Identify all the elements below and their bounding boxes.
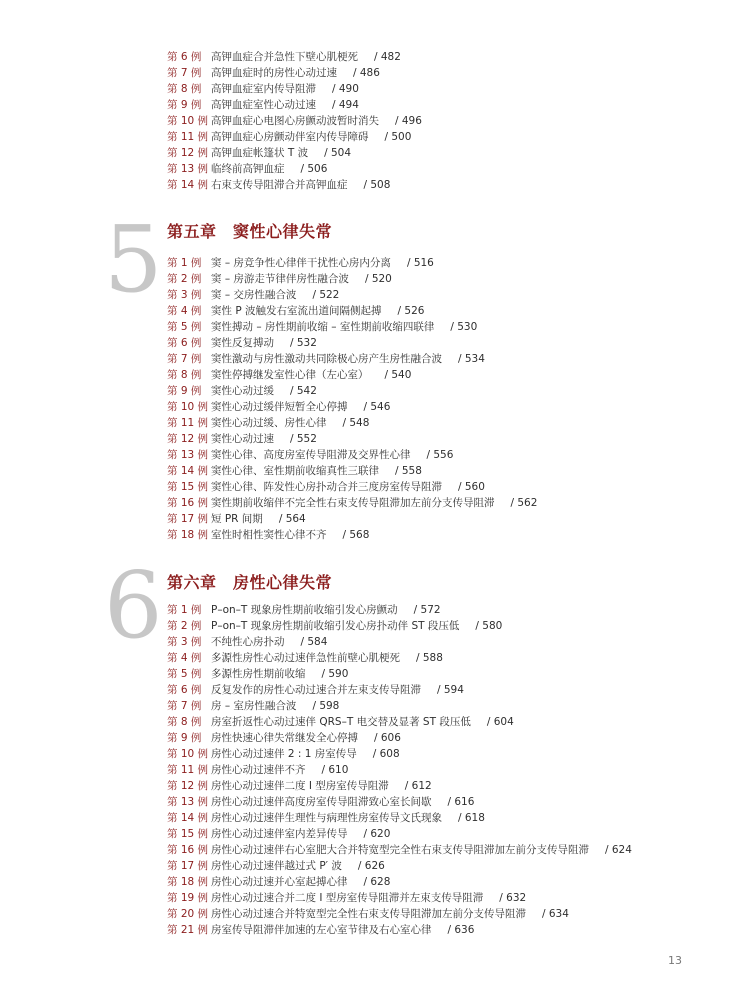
toc-entry[interactable] [167, 367, 690, 383]
case-title: 窦性心动过缓、房性心律 [211, 417, 327, 429]
case-number: 第 18 例 [167, 876, 209, 888]
toc-list-chapter6 [167, 602, 690, 938]
case-number: 第 11 例 [167, 131, 209, 143]
case-title: 不纯性心房扑动 [211, 636, 285, 648]
case-page: / 618 [458, 812, 485, 824]
toc-entry[interactable] [167, 634, 690, 650]
case-number: 第 7 例 [167, 353, 202, 365]
case-page: / 616 [447, 796, 475, 808]
case-page: / 496 [395, 115, 422, 127]
toc-entry[interactable] [167, 129, 690, 145]
toc-entry[interactable] [167, 906, 690, 922]
case-page: / 504 [324, 147, 352, 159]
toc-entry[interactable] [167, 511, 690, 527]
case-title: 房性心动过速合并特宽型完全性右束支传导阻滞加左前分支传导阻滞 [211, 908, 526, 920]
toc-entry[interactable] [167, 177, 690, 193]
case-title: 窦性心律、室性期前收缩真性三联律 [211, 465, 379, 477]
chapter-title[interactable]: 第五章 窦性心律失常 [167, 222, 333, 241]
case-number: 第 10 例 [167, 401, 209, 413]
case-page: / 542 [290, 385, 317, 397]
case-number: 第 6 例 [167, 337, 202, 349]
case-page: / 636 [447, 924, 475, 936]
case-title: 高钾血症心房颤动伴室内传导障碍 [211, 131, 369, 143]
case-page: / 552 [290, 433, 317, 445]
case-title: 室性时相性窦性心律不齐 [211, 529, 327, 541]
case-title: 短 PR 间期 [211, 513, 263, 525]
toc-entry[interactable] [167, 922, 690, 938]
case-number: 第 16 例 [167, 497, 209, 509]
case-title: 窦性期前收缩伴不完全性右束支传导阻滞加左前分支传导阻滞 [211, 497, 495, 509]
case-page: / 516 [406, 257, 434, 269]
case-number: 第 5 例 [167, 321, 202, 333]
case-title: 房性心动过速合并二度 Ⅰ 型房室传导阻滞并左束支传导阻滞 [211, 892, 484, 904]
toc-entry[interactable] [167, 602, 690, 618]
toc-entry[interactable] [167, 351, 690, 367]
case-page: / 530 [450, 321, 478, 333]
page-number: 13 [668, 954, 682, 967]
toc-entry[interactable] [167, 447, 690, 463]
case-page: / 620 [363, 828, 391, 840]
case-number: 第 20 例 [167, 908, 209, 920]
case-title: 房性心动过速伴生理性与病理性房室传导文氏现象 [211, 812, 442, 824]
case-title: 窦性搏动 – 房性期前收缩 – 室性期前收缩四联律 [211, 321, 435, 333]
toc-entry[interactable] [167, 698, 690, 714]
case-page: / 564 [278, 513, 306, 525]
case-number: 第 17 例 [167, 860, 209, 872]
case-title: 窦性心律、阵发性心房扑动合并三度房室传导阻滞 [211, 481, 442, 493]
case-number: 第 2 例 [167, 273, 202, 285]
case-number: 第 9 例 [167, 385, 202, 397]
case-number: 第 1 例 [167, 604, 202, 616]
case-title: 窦性 P 波触发右室流出道间隔侧起搏 [211, 305, 382, 317]
toc-entry[interactable] [167, 463, 690, 479]
case-page: / 594 [437, 684, 464, 696]
toc-entry[interactable] [167, 730, 690, 746]
case-number: 第 12 例 [167, 433, 209, 445]
case-page: / 540 [384, 369, 412, 381]
case-page: / 526 [397, 305, 425, 317]
toc-entry[interactable] [167, 383, 690, 399]
toc-entry[interactable] [167, 842, 690, 858]
chapter-title[interactable]: 第六章 房性心律失常 [167, 573, 333, 592]
case-number: 第 19 例 [167, 892, 209, 904]
toc-entry[interactable] [167, 874, 690, 890]
case-title: 高钾血症时的房性心动过速 [211, 67, 337, 79]
toc-entry[interactable] [167, 682, 690, 698]
toc-entry[interactable] [167, 113, 690, 129]
toc-entry[interactable] [167, 778, 690, 794]
case-title: 窦性心动过缓 [211, 385, 274, 397]
case-page: / 584 [300, 636, 328, 648]
case-title: 窦性激动与房性激动共同除极心房产生房性融合波 [211, 353, 442, 365]
case-number: 第 12 例 [167, 780, 209, 792]
case-number: 第 11 例 [167, 417, 209, 429]
case-title: 高钾血症心电图心房颤动波暂时消失 [211, 115, 379, 127]
case-page: / 632 [499, 892, 527, 904]
case-number: 第 12 例 [167, 147, 209, 159]
case-title: 房室折返性心动过速伴 QRS–T 电交替及显著 ST 段压低 [211, 716, 471, 728]
chapter-number-large: 6 [104, 552, 163, 659]
case-title: 多源性房性期前收缩 [211, 668, 306, 680]
case-page: / 612 [404, 780, 432, 792]
toc-entry[interactable] [167, 890, 690, 906]
case-title: 窦 – 交房性融合波 [211, 289, 297, 301]
case-page: / 590 [321, 668, 349, 680]
case-title: 房性快速心律失常继发全心停搏 [211, 732, 358, 744]
case-page: / 486 [353, 67, 380, 79]
case-title: 房性心动过速伴越过式 P′ 波 [211, 860, 342, 872]
toc-entry[interactable] [167, 495, 690, 511]
case-title: 房性心动过速伴右心室肥大合并特宽型完全性右束支传导阻滞加左前分支传导阻滞 [211, 844, 589, 856]
case-number: 第 1 例 [167, 257, 202, 269]
toc-entry[interactable] [167, 858, 690, 874]
case-number: 第 6 例 [167, 51, 202, 63]
case-page: / 608 [372, 748, 400, 760]
toc-list-top [167, 49, 690, 193]
toc-entry[interactable] [167, 303, 690, 319]
case-page: / 534 [458, 353, 485, 365]
toc-entry[interactable] [167, 97, 690, 113]
case-page: / 598 [312, 700, 340, 712]
case-number: 第 21 例 [167, 924, 209, 936]
case-title: 高钾血症室内传导阻滞 [211, 83, 316, 95]
toc-entry[interactable] [167, 762, 690, 778]
case-page: / 580 [475, 620, 503, 632]
toc-entry[interactable] [167, 335, 690, 351]
case-number: 第 15 例 [167, 828, 209, 840]
case-title: 临终前高钾血症 [211, 163, 285, 175]
case-number: 第 4 例 [167, 305, 202, 317]
case-number: 第 7 例 [167, 67, 202, 79]
case-number: 第 10 例 [167, 748, 209, 760]
case-page: / 610 [321, 764, 349, 776]
case-number: 第 2 例 [167, 620, 202, 632]
toc-entry[interactable] [167, 826, 690, 842]
case-page: / 546 [363, 401, 391, 413]
case-title: 右束支传导阻滞合并高钾血症 [211, 179, 348, 191]
toc-entry[interactable] [167, 746, 690, 762]
toc-entry[interactable] [167, 415, 690, 431]
case-page: / 558 [395, 465, 422, 477]
case-number: 第 14 例 [167, 179, 209, 191]
case-title: 窦性心动过速 [211, 433, 274, 445]
toc-entry[interactable] [167, 65, 690, 81]
case-title: 高钾血症合并急性下壁心肌梗死 [211, 51, 358, 63]
case-page: / 626 [357, 860, 385, 872]
case-title: 窦性反复搏动 [211, 337, 274, 349]
case-title: 高钾血症帐篷状 T 波 [211, 147, 309, 159]
case-title: 窦 – 房竞争性心律伴干扰性心房内分离 [211, 257, 391, 269]
case-title: 房性心动过速伴不齐 [211, 764, 306, 776]
case-number: 第 8 例 [167, 83, 202, 95]
case-page: / 606 [374, 732, 401, 744]
case-title: 房性心动过速伴室内差异传导 [211, 828, 348, 840]
toc-entry[interactable] [167, 287, 690, 303]
toc-list-chapter5 [167, 255, 690, 543]
toc-entry[interactable] [167, 479, 690, 495]
case-title: P–on–T 现象房性期前收缩引发心房颤动 [211, 604, 398, 616]
case-number: 第 13 例 [167, 796, 209, 808]
case-page: / 556 [426, 449, 454, 461]
case-number: 第 9 例 [167, 99, 202, 111]
case-title: 窦性心律、高度房室传导阻滞及交界性心律 [211, 449, 411, 461]
case-page: / 520 [364, 273, 392, 285]
case-title: 窦 – 房游走节律伴房性融合波 [211, 273, 349, 285]
case-page: / 506 [300, 163, 328, 175]
case-page: / 604 [486, 716, 514, 728]
case-number: 第 3 例 [167, 636, 202, 648]
case-title: 反复发作的房性心动过速合并左束支传导阻滞 [211, 684, 421, 696]
case-title: 房性心动过速伴高度房室传导阻滞致心室长间歇 [211, 796, 432, 808]
case-number: 第 8 例 [167, 369, 202, 381]
case-number: 第 8 例 [167, 716, 202, 728]
case-title: 窦性心动过缓伴短暂全心停搏 [211, 401, 348, 413]
toc-entry[interactable] [167, 431, 690, 447]
case-page: / 572 [413, 604, 441, 616]
case-number: 第 9 例 [167, 732, 202, 744]
toc-entry[interactable] [167, 255, 690, 271]
case-title: 窦性停搏继发室性心律（左心室） [211, 369, 369, 381]
case-page: / 500 [384, 131, 412, 143]
case-number: 第 17 例 [167, 513, 209, 525]
case-number: 第 11 例 [167, 764, 209, 776]
case-page: / 560 [458, 481, 485, 493]
toc-entry[interactable] [167, 81, 690, 97]
toc-entry[interactable] [167, 650, 690, 666]
case-title: 房 – 室房性融合波 [211, 700, 297, 712]
toc-entry[interactable] [167, 161, 690, 177]
toc-entry[interactable] [167, 145, 690, 161]
toc-entry[interactable] [167, 271, 690, 287]
case-page: / 532 [290, 337, 317, 349]
case-title: 房性心动过速伴二度 Ⅰ 型房室传导阻滞 [211, 780, 389, 792]
case-number: 第 10 例 [167, 115, 209, 127]
toc-entry[interactable] [167, 49, 690, 65]
case-page: / 490 [332, 83, 359, 95]
case-page: / 482 [374, 51, 401, 63]
case-page: / 508 [363, 179, 391, 191]
case-page: / 562 [510, 497, 538, 509]
case-number: 第 3 例 [167, 289, 202, 301]
case-page: / 634 [542, 908, 569, 920]
case-number: 第 13 例 [167, 449, 209, 461]
case-title: 房性心动过速并心室起搏心律 [211, 876, 348, 888]
case-number: 第 16 例 [167, 844, 209, 856]
toc-entry[interactable] [167, 666, 690, 682]
case-number: 第 15 例 [167, 481, 209, 493]
case-title: 多源性房性心动过速伴急性前壁心肌梗死 [211, 652, 400, 664]
case-page: / 568 [342, 529, 370, 541]
toc-entry[interactable] [167, 319, 690, 335]
toc-entry[interactable] [167, 714, 690, 730]
toc-entry[interactable] [167, 794, 690, 810]
case-number: 第 5 例 [167, 668, 202, 680]
toc-entry[interactable] [167, 527, 690, 543]
case-title: 高钾血症室性心动过速 [211, 99, 316, 111]
toc-entry[interactable] [167, 399, 690, 415]
chapter-number-large: 5 [104, 206, 163, 313]
case-number: 第 18 例 [167, 529, 209, 541]
case-title: P–on–T 现象房性期前收缩引发心房扑动伴 ST 段压低 [211, 620, 460, 632]
case-page: / 624 [605, 844, 632, 856]
case-number: 第 14 例 [167, 812, 209, 824]
case-page: / 628 [363, 876, 391, 888]
toc-entry[interactable] [167, 618, 690, 634]
case-number: 第 7 例 [167, 700, 202, 712]
case-number: 第 6 例 [167, 684, 202, 696]
case-title: 房性心动过速伴 2 : 1 房室传导 [211, 748, 357, 760]
case-title: 房室传导阻滞伴加速的左心室节律及右心室心律 [211, 924, 432, 936]
case-page: / 548 [342, 417, 370, 429]
case-number: 第 4 例 [167, 652, 202, 664]
toc-entry[interactable] [167, 810, 690, 826]
case-number: 第 14 例 [167, 465, 209, 477]
case-page: / 588 [416, 652, 443, 664]
case-page: / 522 [312, 289, 340, 301]
case-page: / 494 [332, 99, 359, 111]
case-number: 第 13 例 [167, 163, 209, 175]
